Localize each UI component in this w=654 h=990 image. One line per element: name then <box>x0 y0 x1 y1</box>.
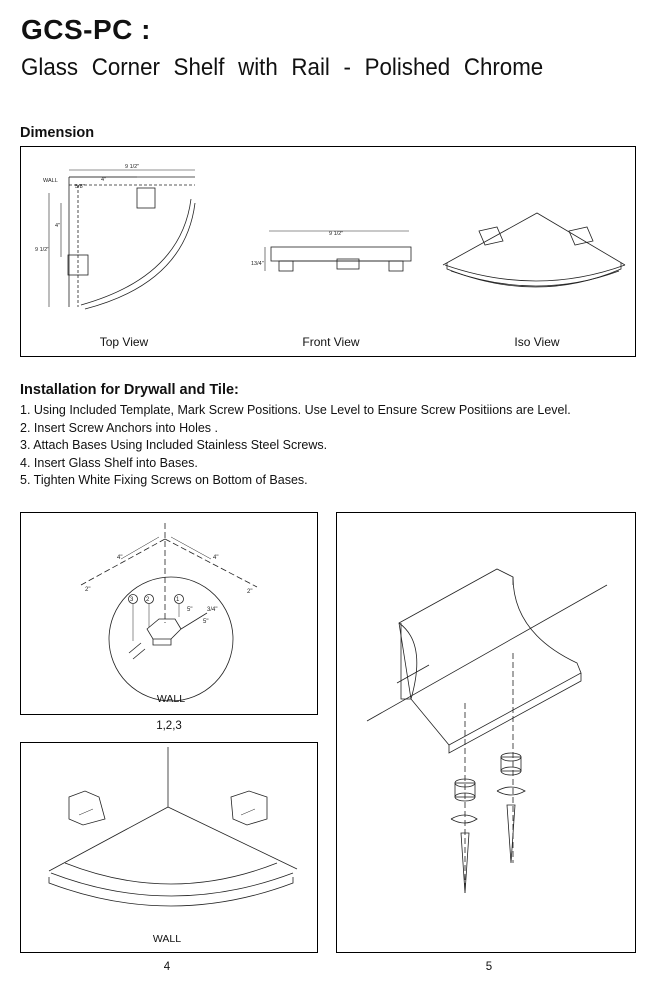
callout-1: 1 <box>176 597 180 603</box>
callout-2: 2 <box>146 597 150 603</box>
top-offset-dim: 4" <box>101 177 107 183</box>
fig123-caption: 1,2,3 <box>156 720 182 732</box>
callout-3: 3 <box>130 597 134 603</box>
fig123-wall-label: WALL <box>156 693 186 705</box>
iso-view-drawing <box>443 213 625 287</box>
dim-3-4: 3/4" <box>207 607 218 613</box>
figure-4 <box>20 742 318 953</box>
dim-5-b: 5" <box>203 619 209 625</box>
fig5-caption: 5 <box>485 961 493 973</box>
dimension-panel <box>20 146 636 357</box>
dimension-heading: Dimension <box>20 125 95 141</box>
dim-2-right: 2" <box>247 589 253 595</box>
model-title: GCS-PC : <box>21 14 151 45</box>
figure-5 <box>336 512 636 953</box>
dim-5-a: 5" <box>187 607 193 613</box>
install-step: 2. Insert Screw Anchors into Holes . <box>20 420 219 435</box>
figure-1-2-3 <box>20 512 318 715</box>
dim-4-right: 4" <box>213 555 219 561</box>
front-view-drawing <box>265 231 411 271</box>
fig4-caption: 4 <box>163 961 171 973</box>
installation-steps <box>20 402 571 490</box>
product-description: Glass Corner Shelf with Rail - Polished Chrome <box>21 54 544 81</box>
dim-4-left: 4" <box>117 555 123 561</box>
front-height-dim: 13/4" <box>251 261 264 267</box>
top-small-dim: 5/8" <box>75 184 85 190</box>
install-step: 1. Using Included Template, Mark Screw Positions. Use Level to Ensure Screw Positiions are Level. <box>20 403 571 417</box>
iso-view-label: Iso View <box>514 335 560 349</box>
dimension-drawings <box>21 147 637 358</box>
top-height-dim: 9 1/2" <box>35 247 50 253</box>
top-view-label: Top View <box>99 335 149 349</box>
top-view-drawing <box>49 170 195 309</box>
install-step: 3. Attach Bases Using Included Stainless Steel Screws. <box>20 438 328 453</box>
top-wall-label: WALL <box>43 178 58 184</box>
top-width-dim: 9 1/2" <box>125 164 140 170</box>
install-step: 5. Tighten White Fixing Screws on Bottom of Bases. <box>20 473 308 488</box>
front-view-label: Front View <box>302 335 360 349</box>
top-side-dim: 4" <box>55 223 61 229</box>
installation-heading: Installation for Drywall and Tile: <box>20 382 239 398</box>
front-width-dim: 9 1/2" <box>329 231 344 237</box>
install-step: 4. Insert Glass Shelf into Bases. <box>20 455 198 470</box>
dim-2-left: 2" <box>85 587 91 593</box>
fig4-wall-label: WALL <box>152 933 182 945</box>
